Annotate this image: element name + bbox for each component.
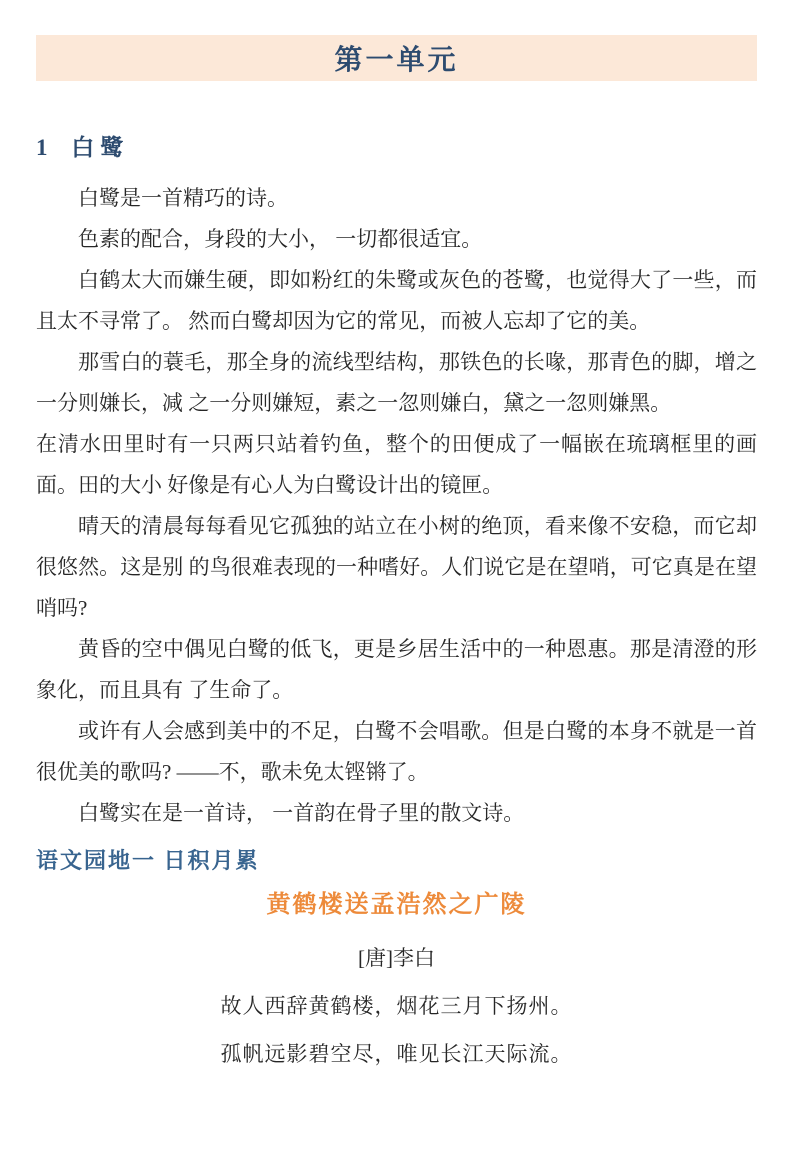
poem-line: 孤帆远影碧空尽，唯见长江天际流。 [220,1042,573,1067]
paragraph: 那雪白的蓑毛，那全身的流线型结构，那铁色的长喙，那青色的脚，增之一分则嫌长，减 之一分则嫌短，素之一忽则嫌白，黛之一忽则嫌黑。 [36,349,757,415]
poem-section [36,891,757,1067]
poem-lines [36,994,757,1067]
paragraph: 白鹭实在是一首诗， 一首韵在骨子里的散文诗。 [78,800,525,825]
paragraph: 黄昏的空中偶见白鹭的低飞，更是乡居生活中的一种恩惠。那是清澄的形象化，而且具有 了生命了。 [36,636,757,702]
unit-title: 第一单元 [334,45,459,76]
garden-heading: 语文园地一 日积月累 [36,847,260,873]
paragraph: 白鹭是一首精巧的诗。 [78,185,288,210]
unit-banner [36,35,757,81]
paragraph: 或许有人会感到美中的不足，白鹭不会唱歌。但是白鹭的本身不就是一首很优美的歌吗? ——不，歌未免太铿锵了。 [36,718,757,784]
poem-title: 黄鹤楼送孟浩然之广陵 [266,891,527,918]
lesson-number: 1 [36,135,54,160]
document-page [0,35,793,1157]
lesson-paragraphs [36,178,757,834]
paragraph: 白鹤太大而嫌生硬，即如粉红的朱鹭或灰色的苍鹭，也觉得大了一些，而且太不寻常了。 然而白鹭却因为它的常见，而被人忘却了它的美。 [36,267,757,333]
paragraph: 色素的配合，身段的大小， 一切都很适宜。 [78,226,483,251]
lesson-heading [36,134,757,162]
paragraph: 晴天的清晨每每看见它孤独的站立在小树的绝顶，看来像不安稳，而它却很悠然。这是别 的鸟很难表现的一种嗜好。人们说它是在望哨，可它真是在望哨吗? [36,513,757,620]
lesson-title: 白鹭 [71,135,130,160]
poem-author: [唐]李白 [358,945,435,970]
poem-line: 故人西辞黄鹤楼，烟花三月下扬州。 [220,993,573,1018]
paragraph: 在清水田里时有一只两只站着钓鱼，整个的田便成了一幅嵌在琉璃框里的画面。田的大小 好像是有心人为白鹭设计出的镜匣。 [36,431,757,497]
